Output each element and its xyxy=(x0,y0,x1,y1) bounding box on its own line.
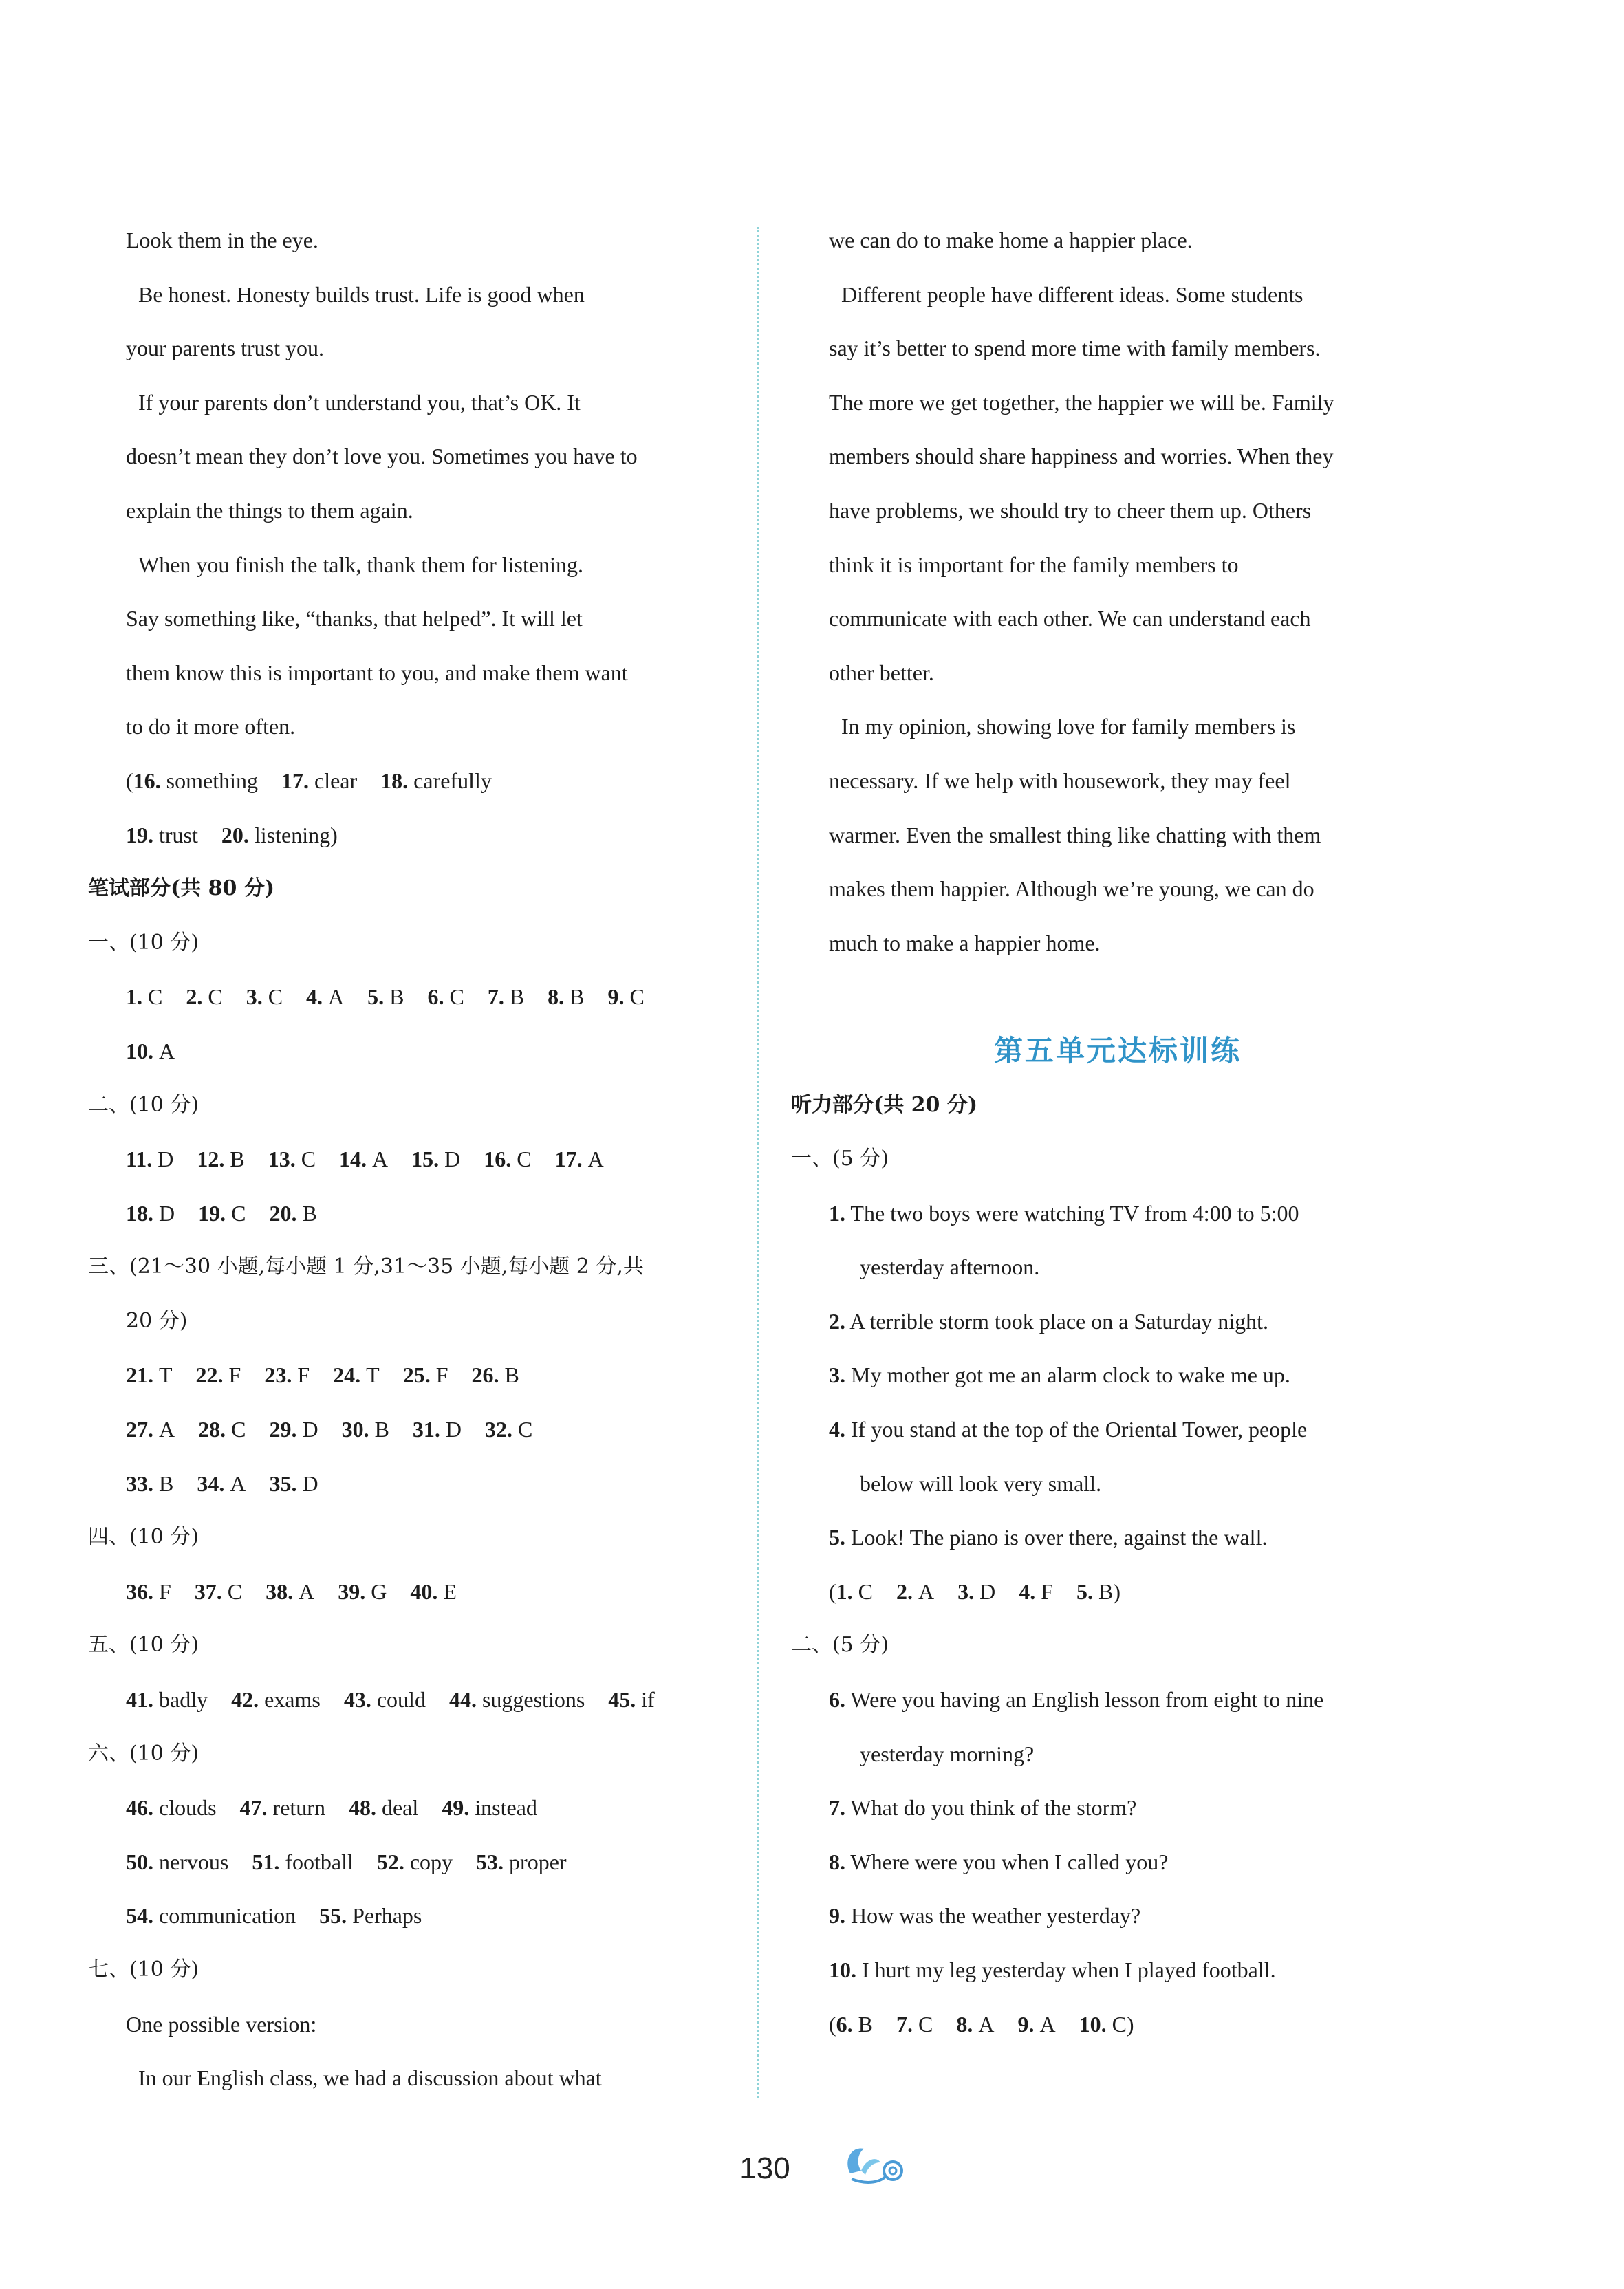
left-column xyxy=(88,213,735,2105)
answer-value: A xyxy=(587,1147,604,1172)
answer-value: if xyxy=(641,1687,655,1713)
answer-value: E xyxy=(443,1579,457,1604)
answer-value: trust xyxy=(159,822,198,847)
answer-row xyxy=(88,970,735,1024)
answer-number: 43. xyxy=(343,1687,377,1713)
answer-value: football xyxy=(285,1849,354,1874)
answer-value: G xyxy=(371,1579,387,1604)
answer-value: F xyxy=(435,1363,448,1388)
answer-number: 19. xyxy=(198,1200,232,1226)
answer-number: 55. xyxy=(319,1903,353,1929)
answer-value: D xyxy=(158,1147,174,1172)
answer-value: exams xyxy=(264,1687,321,1713)
question-line: 8. Where were you when I called you? xyxy=(829,1849,1169,1874)
answer-value: C xyxy=(629,984,645,1010)
essay-line: we can do to make home a happier place. xyxy=(829,228,1193,252)
answer-value: D xyxy=(979,1579,996,1604)
answer-number: 8. xyxy=(548,984,570,1010)
answer-value: A xyxy=(1039,2011,1056,2037)
answer-number: 7. xyxy=(896,2011,918,2037)
paren-open: ( xyxy=(829,1579,836,1604)
answer-number: 3. xyxy=(246,984,268,1010)
answer-value: C xyxy=(1112,2011,1127,2037)
answer-value: F xyxy=(297,1363,310,1388)
answer-number: 8. xyxy=(956,2011,979,2037)
answer-value: copy xyxy=(409,1849,453,1874)
question-line: below will look very small. xyxy=(860,1471,1102,1496)
answer-number: 13. xyxy=(268,1147,301,1172)
answer-value: C xyxy=(301,1147,316,1172)
answer-row xyxy=(88,1024,735,1078)
answer-value: D xyxy=(159,1200,175,1226)
answer-value: D xyxy=(302,1417,318,1442)
passage-line: Be honest. Honesty builds trust. Life is good when xyxy=(138,281,585,307)
answer-value: badly xyxy=(159,1687,208,1713)
answer-number: 17. xyxy=(281,768,314,793)
answer-number: 25. xyxy=(402,1363,436,1388)
answer-number: 3. xyxy=(957,1579,980,1604)
answer-number: 48. xyxy=(348,1795,382,1821)
answer-number: 1. xyxy=(836,1579,858,1604)
answer-value: C xyxy=(449,984,464,1010)
paren-close: ) xyxy=(1113,1579,1121,1604)
answer-value: C xyxy=(918,2011,933,2037)
answer-value: B xyxy=(159,1471,174,1496)
answer-value: B xyxy=(509,984,525,1010)
passage-line: to do it more often. xyxy=(126,714,296,739)
answer-number: 2. xyxy=(186,984,208,1010)
answer-number: 20. xyxy=(221,822,255,847)
answer-number: 17. xyxy=(554,1147,588,1172)
answer-value: C xyxy=(208,984,223,1010)
essay-line: necessary. If we help with housework, they may feel xyxy=(829,768,1291,793)
answer-number: 6. xyxy=(427,984,450,1010)
answer-number: 27. xyxy=(126,1417,159,1442)
swirl-logo-icon xyxy=(838,2139,913,2187)
essay-line: In our English class, we had a discussion about what xyxy=(138,2065,602,2091)
section-heading: 二、(5 分) xyxy=(791,1633,889,1658)
answer-row xyxy=(88,1565,735,1619)
answer-number: 41. xyxy=(126,1687,159,1713)
answer-number: 38. xyxy=(266,1579,299,1604)
answer-row xyxy=(88,1348,735,1402)
answer-number: 29. xyxy=(269,1417,303,1442)
section-header-written: 笔试部分(共 80 分) xyxy=(88,876,275,901)
answer-number: 18. xyxy=(126,1200,159,1226)
answer-number: 22. xyxy=(195,1363,229,1388)
page-number: 130 xyxy=(739,2151,790,2185)
answer-number: 16. xyxy=(484,1147,517,1172)
answer-value: T xyxy=(159,1363,173,1388)
answer-value: D xyxy=(445,1417,462,1442)
answer-number: 18. xyxy=(380,768,414,793)
answer-value: carefully xyxy=(413,768,492,793)
answer-value: B xyxy=(374,1417,389,1442)
answer-value: instead xyxy=(475,1795,537,1821)
answer-value: C xyxy=(227,1579,243,1604)
answer-number: 36. xyxy=(126,1579,159,1604)
answer-value: A xyxy=(328,984,345,1010)
paren-open: ( xyxy=(829,2011,836,2037)
answer-value: something xyxy=(166,768,258,793)
answer-row xyxy=(88,1457,735,1511)
answer-value: B xyxy=(389,984,404,1010)
answer-value: A xyxy=(918,1579,935,1604)
answer-row xyxy=(791,1997,1444,2052)
answer-number: 44. xyxy=(448,1687,482,1713)
answer-value: Perhaps xyxy=(352,1903,422,1929)
unit-title: 第五单元达标训练 xyxy=(993,1033,1242,1067)
passage-line: If your parents don’t understand you, that’s OK. It xyxy=(138,389,581,415)
answer-number: 51. xyxy=(252,1849,285,1874)
passage-line: doesn’t mean they don’t love you. Sometimes you have to xyxy=(126,444,638,469)
question-line: 4. If you stand at the top of the Oriental Tower, people xyxy=(829,1417,1308,1442)
answer-row xyxy=(88,1835,735,1889)
answer-number: 9. xyxy=(607,984,630,1010)
answer-value: D xyxy=(302,1471,318,1496)
answer-value: A xyxy=(159,1417,175,1442)
section-heading-continued: 20 分) xyxy=(126,1308,188,1333)
answer-number: 4. xyxy=(306,984,329,1010)
essay-line: say it’s better to spend more time with family members. xyxy=(829,336,1321,361)
answer-value: suggestions xyxy=(481,1687,585,1713)
essay-line: Different people have different ideas. Some students xyxy=(841,281,1303,307)
answer-value: T xyxy=(366,1363,380,1388)
answer-number: 15. xyxy=(411,1147,445,1172)
passage-line: your parents trust you. xyxy=(126,336,324,361)
question-line: 5. Look! The piano is over there, against the wall. xyxy=(829,1525,1268,1550)
section-heading: 七、(10 分) xyxy=(88,1957,199,1982)
question-line: 6. Were you having an English lesson from eight to nine xyxy=(829,1687,1324,1713)
answer-number: 52. xyxy=(376,1849,410,1874)
answer-number: 33. xyxy=(126,1471,159,1496)
question-line: 2. A terrible storm took place on a Saturday night. xyxy=(829,1308,1268,1334)
answer-value: A xyxy=(372,1147,389,1172)
answer-value: proper xyxy=(509,1849,567,1874)
passage-line: them know this is important to you, and make them want xyxy=(126,660,628,685)
essay-line: warmer. Even the smallest thing like chatting with them xyxy=(829,822,1321,847)
answer-number: 10. xyxy=(1079,2011,1112,2037)
answer-value: C xyxy=(518,1417,533,1442)
answer-value: return xyxy=(272,1795,325,1821)
answer-number: 11. xyxy=(126,1147,158,1172)
essay-line: members should share happiness and worries. When they xyxy=(829,444,1334,469)
answer-number: 19. xyxy=(126,822,159,847)
answer-number: 24. xyxy=(333,1363,367,1388)
answer-number: 34. xyxy=(197,1471,230,1496)
answer-number: 1. xyxy=(126,984,148,1010)
answer-value: D xyxy=(444,1147,461,1172)
answer-number: 14. xyxy=(339,1147,373,1172)
answer-number: 40. xyxy=(410,1579,444,1604)
answer-row xyxy=(88,754,735,808)
question-line: 1. The two boys were watching TV from 4:00 to 5:00 xyxy=(829,1200,1299,1226)
answer-number: 23. xyxy=(264,1363,298,1388)
essay-line: The more we get together, the happier we will be. Family xyxy=(829,389,1334,415)
answer-row xyxy=(88,1673,735,1727)
essay-intro: One possible version: xyxy=(126,2011,317,2037)
answer-value: F xyxy=(228,1363,241,1388)
question-line: 3. My mother got me an alarm clock to wake me up. xyxy=(829,1363,1290,1388)
answer-value: communication xyxy=(159,1903,296,1929)
answer-number: 46. xyxy=(126,1795,159,1821)
answer-value: C xyxy=(231,1200,246,1226)
section-header-listening: 听力部分(共 20 分) xyxy=(791,1092,978,1117)
answer-number: 21. xyxy=(126,1363,159,1388)
answer-row xyxy=(88,808,735,863)
answer-row xyxy=(88,1889,735,1943)
answer-value: B xyxy=(570,984,585,1010)
answer-value: A xyxy=(159,1038,175,1063)
answer-value: B xyxy=(302,1200,317,1226)
answer-number: 12. xyxy=(197,1147,230,1172)
section-heading: 四、(10 分) xyxy=(88,1525,199,1550)
answer-number: 26. xyxy=(471,1363,505,1388)
essay-line: think it is important for the family members to xyxy=(829,552,1239,577)
answer-number: 7. xyxy=(487,984,510,1010)
answer-row xyxy=(88,1402,735,1457)
answer-row xyxy=(88,1132,735,1186)
column-divider xyxy=(757,227,759,2098)
answer-value: F xyxy=(1041,1579,1054,1604)
answer-number: 49. xyxy=(442,1795,475,1821)
answer-value: B xyxy=(858,2011,873,2037)
answer-value: nervous xyxy=(159,1849,229,1874)
answer-number: 10. xyxy=(126,1038,159,1063)
answer-number: 4. xyxy=(1019,1579,1041,1604)
passage-line: Say something like, “thanks, that helped”. It will let xyxy=(126,606,583,631)
answer-value: B xyxy=(230,1147,245,1172)
answer-number: 35. xyxy=(269,1471,303,1496)
answer-value: deal xyxy=(381,1795,419,1821)
question-line: yesterday afternoon. xyxy=(860,1255,1040,1280)
answer-value: F xyxy=(159,1579,171,1604)
answer-number: 42. xyxy=(231,1687,265,1713)
answer-number: 39. xyxy=(338,1579,371,1604)
answer-value: clouds xyxy=(159,1795,217,1821)
answer-number: 2. xyxy=(896,1579,918,1604)
essay-line: much to make a happier home. xyxy=(829,930,1101,955)
answer-number: 9. xyxy=(1017,2011,1040,2037)
answer-number: 53. xyxy=(476,1849,510,1874)
answer-number: 6. xyxy=(836,2011,858,2037)
section-heading: 六、(10 分) xyxy=(88,1741,199,1766)
answer-number: 16. xyxy=(133,768,166,793)
answer-value: B xyxy=(1098,1579,1114,1604)
answer-value: B xyxy=(504,1363,519,1388)
essay-line: makes them happier. Although we’re young, we can do xyxy=(829,876,1314,902)
answer-value: could xyxy=(376,1687,426,1713)
section-heading: 一、(5 分) xyxy=(791,1147,889,1171)
answer-number: 37. xyxy=(194,1579,228,1604)
answer-value: clear xyxy=(314,768,358,793)
answer-number: 30. xyxy=(341,1417,375,1442)
answer-number: 45. xyxy=(608,1687,642,1713)
essay-line: other better. xyxy=(829,660,934,685)
answer-number: 5. xyxy=(367,984,390,1010)
paren-open: ( xyxy=(126,768,133,793)
answer-row xyxy=(88,1186,735,1241)
answer-number: 50. xyxy=(126,1849,159,1874)
answer-row xyxy=(88,1781,735,1835)
answer-number: 32. xyxy=(485,1417,519,1442)
question-line: 10. I hurt my leg yesterday when I played football. xyxy=(829,1957,1276,1982)
answer-number: 20. xyxy=(269,1200,303,1226)
section-heading: 一、(10 分) xyxy=(88,930,199,955)
answer-number: 31. xyxy=(412,1417,446,1442)
answer-number: 28. xyxy=(198,1417,232,1442)
answer-number: 54. xyxy=(126,1903,159,1929)
right-column xyxy=(791,213,1444,2051)
question-line: 9. How was the weather yesterday? xyxy=(829,1903,1141,1929)
section-heading: 二、(10 分) xyxy=(88,1092,199,1117)
section-heading: 五、(10 分) xyxy=(88,1633,199,1658)
answer-value: C xyxy=(148,984,163,1010)
passage-line: When you finish the talk, thank them for listening. xyxy=(138,552,583,577)
answer-number: 5. xyxy=(1076,1579,1099,1604)
answer-value: C xyxy=(858,1579,873,1604)
essay-line: In my opinion, showing love for family members is xyxy=(841,714,1296,739)
answer-value: listening xyxy=(254,822,331,847)
answer-value: A xyxy=(230,1471,246,1496)
paren-close: ) xyxy=(330,822,338,847)
answer-value: C xyxy=(231,1417,246,1442)
essay-line: communicate with each other. We can understand each xyxy=(829,606,1311,631)
answer-value: C xyxy=(517,1147,532,1172)
paren-close: ) xyxy=(1126,2011,1134,2037)
answer-value: A xyxy=(299,1579,315,1604)
answer-value: A xyxy=(978,2011,995,2037)
question-line: yesterday morning? xyxy=(860,1741,1035,1766)
answer-row xyxy=(791,1565,1444,1619)
passage-line: explain the things to them again. xyxy=(126,497,413,523)
passage-line: Look them in the eye. xyxy=(126,228,318,252)
answer-value: C xyxy=(268,984,283,1010)
essay-line: have problems, we should try to cheer them up. Others xyxy=(829,497,1312,523)
answer-number: 47. xyxy=(239,1795,273,1821)
section-heading: 三、(21～30 小题,每小题 1 分,31～35 小题,每小题 2 分,共 xyxy=(88,1255,644,1279)
question-line: 7. What do you think of the storm? xyxy=(829,1795,1137,1821)
